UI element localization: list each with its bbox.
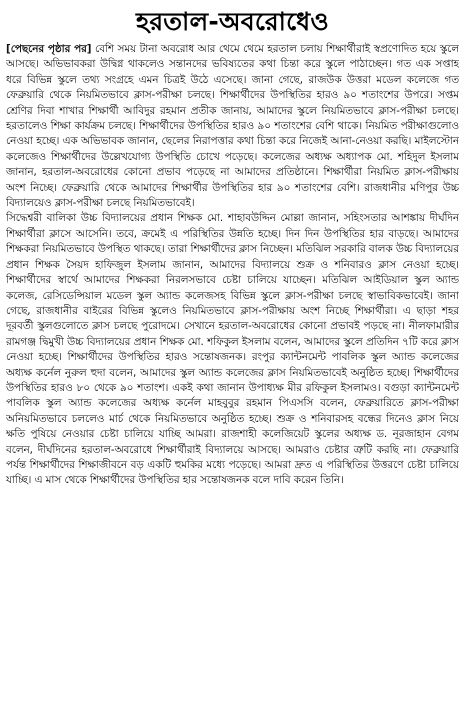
- article-body: [6, 42, 459, 714]
- continued-from-back-page-kicker: [পেছনের পৃষ্ঠার পর]: [6, 43, 92, 55]
- article-paragraph: [6, 42, 459, 211]
- paragraph-text: বেশি সময় টানা অবরোধ আর থেমে থেমে হরতাল চলায় শিক্ষার্থীরাই স্বপ্রণোদিত হয়ে স্কুলে আসছে। অভিভাবকরা উদ্বিগ্ন থাকলেও সন্তানদের ভবিষ্যতের কথা চিন্তা করে স্কুলে পাঠাচ্ছেন। গত এক সপ্তাহ ধরে বিভিন্ন স্কুলে তথ্য সংগ্রহে এমন চিত্রই উঠে এসেছে। জানা গেছে, রাজউক উত্তরা মডেল কলেজে গত ফেব্রুয়ারি থেকে নিয়মিতভাবে ক্লাস-পরীক্ষা চলছে। শিক্ষার্থীদের উপস্থিতির হারও ৯০ শতাংশের উপরে। সপ্তম শ্রেণির দিবা শাখার শিক্ষার্থী আবিদুর রহমান প্রতীক জানায়, আমাদের স্কুলে নিয়মিতভাবে ক্লাস-পরীক্ষা চলছে। হরতালেও শিক্ষা কার্যক্রম চলছে। শিক্ষার্থীদের উপস্থিতির হারও ৯০ শতাংশের বেশি থাকে। নিয়মিত পরীক্ষাগুলোও নেওয়া হচ্ছে। এক অভিভাবক জানান, ছেলের নিরাপত্তার কথা চিন্তা করে নিজেই আনা-নেওয়া করছি। মাইলস্টোন কলেজেও শিক্ষার্থীদের উল্লেখযোগ্য উপস্থিতি চোখে পড়েছে। কলেজের অধ্যক্ষ অধ্যাপক মো. শহিদুল ইসলাম জানান, হরতাল-অবরোধের কোনো প্রভাব পড়েছে না আমাদের প্রতিষ্ঠানে। শিক্ষার্থীরা নিয়মিত ক্লাস-পরীক্ষায় অংশ নিচ্ছে। ফেব্রুয়ারি থেকে আমাদের শিক্ষার্থীর উপস্থিতির হার ৯০ শতাংশের বেশি। রাজধানীর মণিপুর উচ্চ বিদ্যালয়েও ক্লাস-পরীক্ষা চলছে নিয়মিতভাবেই।: [6, 43, 459, 210]
- paragraph-text: সিদ্ধেশ্বরী বালিকা উচ্চ বিদ্যালয়ের প্রধান শিক্ষক মো. শাহাবউদ্দিন মোল্লা জানান, সহিংসতার আশঙ্কায় দীর্ঘদিন শিক্ষার্থীরা ক্লাসে আসেনি। তবে, ক্রমেই এ পরিস্থিতির উন্নতি হচ্ছে। দিন দিন উপস্থিতির হার বাড়ছে। আমাদের শিক্ষকরা নিয়মিতভাবে উপস্থিত থাকছে। তারা শিক্ষার্থীদের ক্লাস নিচ্ছেন। মতিঝিল সরকারি বালক উচ্চ বিদ্যালয়ের প্রধান শিক্ষক সৈয়দ হাফিজুল ইসলাম জানান, আমাদের বিদ্যালয়ে শুক্র ও শনিবারও ক্লাস নেওয়া হচ্ছে। শিক্ষার্থীদের স্বার্থে আমাদের শিক্ষকরা নিরলসভাবে চেষ্টা চালিয়ে যাচ্ছেন। মতিঝিল আইডিয়াল স্কুল অ্যান্ড কলেজ, রেসিডেন্সিয়াল মডেল স্কুল অ্যান্ড কলেজসহ বিভিন্ন স্কুলে ক্লাস-পরীক্ষা চলছে স্বাভাবিকভাবেই। জানা গেছে, রাজধানীর বাইরের বিভিন্ন স্কুলেও নিয়মিতভাবে ক্লাস-পরীক্ষায় অংশ নিচ্ছে শিক্ষার্থীরা। এ ছাড়া শহর দূরবর্তী স্কুলগুলোতে ক্লাস চলছে পুরোদমে। সেখানে হরতাল-অবরোধের কোনো প্রভাবই পড়ছে না। নীলফামারীর রামগঞ্জ দ্বিমুখী উচ্চ বিদ্যালয়ের প্রধান শিক্ষক মো. শফিকুল ইসলাম বলেন, আমাদের স্কুলে প্রতিদিন ৭টি করে ক্লাস নেওয়া হচ্ছে। শিক্ষার্থীদের উপস্থিতির হারও সন্তোষজনক। রংপুর ক্যান্টনমেন্ট পাবলিক স্কুল অ্যান্ড কলেজের অধ্যক্ষ কর্নেল নুরুল হুদা বলেন, আমাদের স্কুল অ্যান্ড কলেজের ক্লাস নিয়মিতভাবেই অনুষ্ঠিত হচ্ছে। শিক্ষার্থীদের উপস্থিতির হারও ৮০ থেকে ৯০ শতাংশ। একই কথা জানান উপাধ্যক্ষ মীর রফিকুল ইসলামও। বগুড়া ক্যান্টনমেন্ট পাবলিক স্কুল অ্যান্ড কলেজের অধ্যক্ষ কর্নেল মাহবুবুর রহমান পিএসসি বলেন, ফেব্রুয়ারিতে ক্লাস-পরীক্ষা অনিয়মিতভাবে চললেও মার্চ থেকে নিয়মিতভাবে অনুষ্ঠিত হচ্ছে। শুক্র ও শনিবারসহ বন্ধের দিনেও ক্লাস নিয়ে ক্ষতি পুষিয়ে নেওয়ার চেষ্টা চালিয়ে যাচ্ছি আমরা। রাজশাহী কলেজিয়েট স্কুলের অধ্যক্ষ ড. নূরজাহান বেগম বলেন, দীর্ঘদিনের হরতাল-অবরোধে শিক্ষার্থীরাই বিদ্যালয়ে আসছে। আমরাও চেষ্টার ত্রুটি করছি না। ফেব্রুয়ারি পর্যন্ত শিক্ষার্থীদের শিক্ষাজীবনে বড় একটি হুমকির মধ্যে পড়েছে। আমরা দ্রুত এ পরিস্থিতির উত্তরণে চেষ্টা চালিয়ে যাচ্ছি। এ মাস থেকে শিক্ষার্থীদের উপস্থিতির হার সন্তোষজনক বলে দাবি করেন তিনি।: [6, 212, 459, 487]
- article-paragraph: [6, 211, 459, 488]
- headline: হরতাল-অবরোধেও: [136, 7, 329, 36]
